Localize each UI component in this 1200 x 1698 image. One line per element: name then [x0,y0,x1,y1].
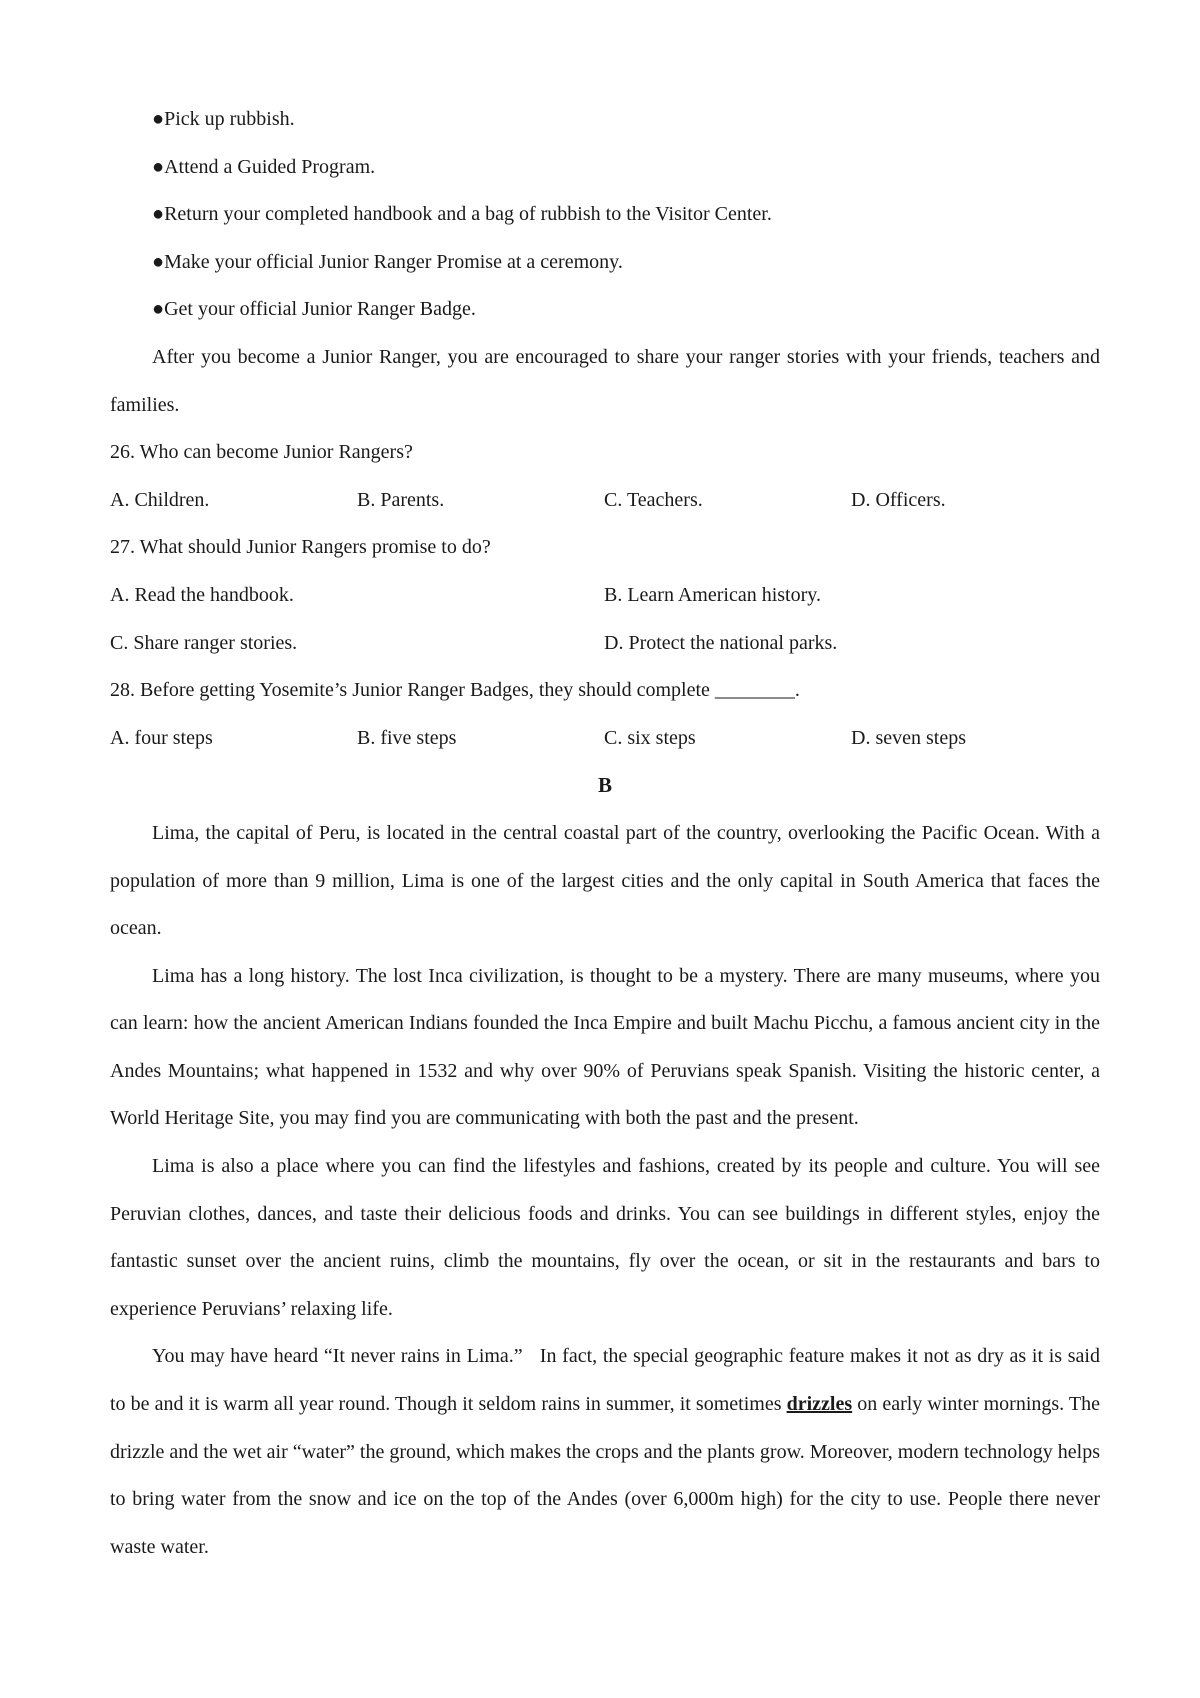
question-27-options-row-2 [110,620,1100,668]
section-b-title: B [597,773,612,798]
option-c: C. six steps [604,726,696,749]
option-a: A. Children. [110,488,210,511]
question-28-options [110,715,1100,763]
option-a: A. Read the handbook. [110,583,294,606]
question-27-stem: 27. What should Junior Rangers promise to do? [110,536,491,559]
section-b-paragraph-3: Lima is also a place where you can find the lifestyles and fashions, created by its people and culture. You will see Peruvian clothes, dances, and taste their delicious foods and drinks. You can see buildings in different styles, enjoy the fantastic sunset over the ancient ruins, climb the mountains, fly over the ocean, or sit in the restaurants and bars to experience Peruvians’ relaxing life. [110,1155,1100,1320]
bullet-item: ●Get your official Junior Ranger Badge. [152,298,476,321]
section-b-paragraph-4 [110,1333,1100,1571]
option-b: B. five steps [357,726,457,749]
option-b: B. Learn American history. [604,583,821,606]
section-b-paragraph-2: Lima has a long history. The lost Inca civilization, is thought to be a mystery. There are many museums, where you can learn: how the ancient American Indians founded the Inca Empire and built Machu Picchu, a famous ancient city in the Andes Mountains; what happened in 1532 and why over 90% of Peruvians speak Spanish. Visiting the historic center, a World Heritage Site, you may find you are communicating with both the past and the present. [110,964,1100,1130]
question-26-stem: 26. Who can become Junior Rangers? [110,441,413,464]
bullet-item: ●Attend a Guided Program. [152,155,376,178]
option-d: D. Officers. [851,488,946,511]
option-b: B. Parents. [357,488,445,511]
section-b-paragraph-1: Lima, the capital of Peru, is located in the central coastal part of the country, overlooking the Pacific Ocean. With a population of more than 9 million, Lima is one of the largest cities and the only capital in South America that faces the ocean. [110,821,1100,940]
bullet-item: ●Return your completed handbook and a bag of rubbish to the Visitor Center. [152,203,772,226]
question-26-options [110,477,1100,525]
option-d: D. Protect the national parks. [604,631,838,654]
paragraph-4-text-before: You may have heard “It never rains in Lima.” In fact, the special geographic feature makes it not as dry as it is said to be and it is warm all year round. Though it seldom rains in summer, it sometimes [110,1345,1100,1416]
option-c: C. Teachers. [604,488,703,511]
closing-paragraph: After you become a Junior Ranger, you are encouraged to share your ranger stories with your friends, teachers and families. [110,345,1100,416]
question-27-options-row-1 [110,572,1100,620]
keyword-drizzles: drizzles [786,1393,853,1416]
option-c: C. Share ranger stories. [110,631,298,654]
document-page [110,96,1100,1571]
bullet-item: ●Pick up rubbish. [152,108,295,130]
option-a: A. four steps [110,726,213,749]
bullet-item: ●Make your official Junior Ranger Promise at a ceremony. [152,250,623,273]
question-28-stem: 28. Before getting Yosemite’s Junior Ranger Badges, they should complete ________. [110,679,800,702]
option-d: D. seven steps [851,726,966,749]
paragraph-4-text-after: on early winter mornings. The drizzle and the wet air “water” the ground, which makes the crops and the plants grow. Moreover, modern technology helps to bring water from the snow and ice on the top of the Andes (over 6,000m high) for the city to use. People there never waste water. [110,1393,1100,1558]
